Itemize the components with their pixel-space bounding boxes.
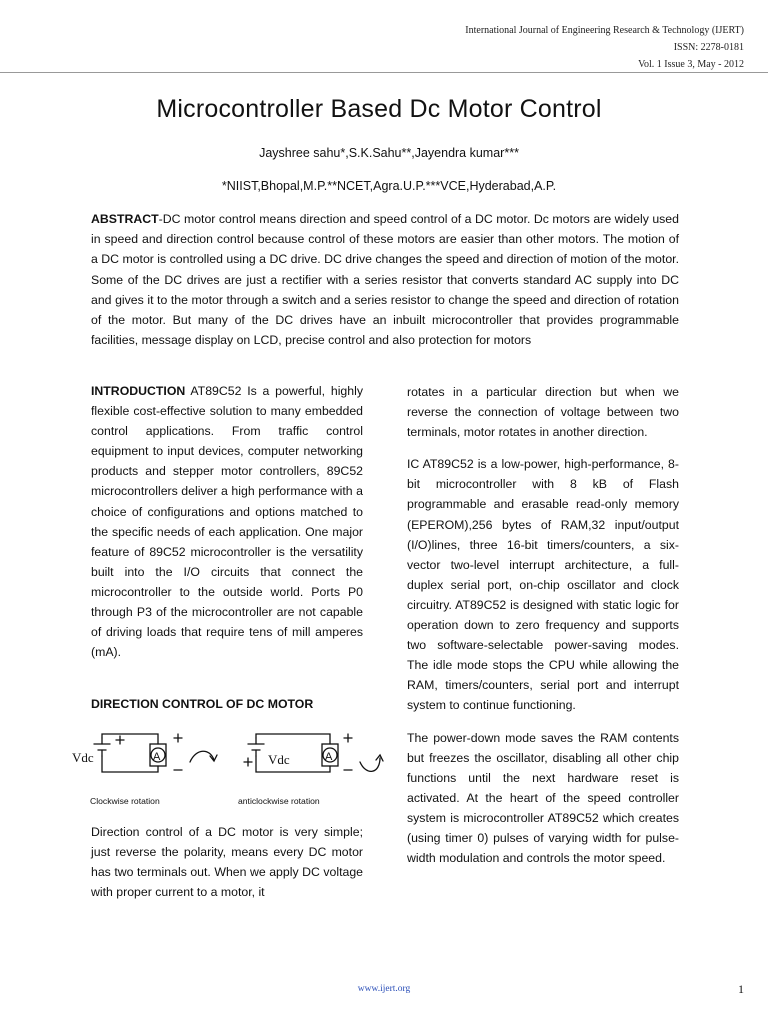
right-plus-sign [244,758,252,766]
right-motor-plus-sign [344,734,352,742]
anticlockwise-arrow-icon [360,758,380,771]
right-paragraph-3: The power-down mode saves the RAM contents but freezes the oscillator, disabling all other chip functions until the next hardware reset is activated. At the heart of the speed controller system is microcontroller AT89C52 which creates (using timer 0) pulses of varying width for pulse-width modulation and controls the motor speed. [407,730,679,866]
journal-website-link[interactable]: www.ijert.org [357,984,411,994]
left-vdc-label: Vdc [72,750,94,765]
right-column [407,382,679,868]
caption-clockwise: Clockwise rotation [90,796,160,806]
direction-control-body [91,822,363,902]
direction-control-text: Direction control of a DC motor is very simple; just reverse the polarity, means every DC motor has two terminals out. When we apply DC voltage with proper current to a motor, it [91,825,363,900]
right-circuit-top-wire [256,734,330,744]
right-motor-label: A [325,751,333,763]
introduction-column [91,381,363,662]
right-paragraph-1: rotates in a particular direction but when we reverse the connection of voltage between two terminals, motor rotates in another direction. [407,385,679,440]
journal-issn: ISSN: 2278-0181 [673,42,744,53]
header-rule [0,72,768,73]
paper-title: Microcontroller Based Dc Motor Control [156,95,602,123]
journal-header [465,22,744,73]
caption-anticlockwise: anticlockwise rotation [238,796,320,806]
right-vdc-label: Vdc [268,752,290,767]
abstract-text: -DC motor control means direction and speed control of a DC motor. Dc motors are widely used in speed and direction control because control of these motors are easier than other motors. The motion of a DC motor is controlled using a DC drive. DC drive changes the speed and direction of motion of the motor. Some of the DC drives are just a rectifier with a series resistor that converts standard AC supply into DC and gives it to the motor through a switch and a series resistor to change the speed and direction of rotation of the motor. But many of the DC drives have an inbuilt microcontroller that provides programmable facilities, message display on LCD, precise control and also protection for motors [91,212,679,348]
introduction-text: AT89C52 Is a powerful, highly flexible cost-effective solution to many embedded control applications. From traffic control equipment to input devices, computer networking products and stepper motor controllers, 89C52 microcontrollers deliver a high performance with a choice of configurations and options matched to the specific needs of each application. One major feature of 89C52 microcontroller is the versatility built into the I/O circuits that connect the microcontroller to the outside world. Ports P0 through P3 of the microcontroller are not capable of driving loads that require tens of mill amperes (mA). [91,384,363,660]
left-circuit-top-wire [102,734,158,744]
direction-control-diagram [64,718,384,790]
left-plus-sign [116,736,124,744]
paper-affiliations: *NIIST,Bhopal,M.P.**NCET,Agra.U.P.***VCE,Hyderabad,A.P. [221,179,557,193]
introduction-label: INTRODUCTION [91,384,186,398]
left-motor-label: A [153,751,161,763]
page-number: 1 [738,982,744,996]
right-paragraph-2: IC AT89C52 is a low-power, high-performance, 8-bit microcontroller with 8 kB of Flash programmable and erasable read-only memory (EPEROM),256 bytes of RAM,32 input/output (I/O)lines, three 16-bit timers/counters, a six-vector two-level interrupt architecture, a full-duplex serial port, on-chip oscillator and clock circuitry. AT89C52 is designed with static logic for operation down to zero frequency and supports two software-selectable power-saving modes. The idle mode stops the CPU while allowing the RAM, timers/counters, serial port and interrupt system to continue functioning. [407,457,679,713]
journal-name: International Journal of Engineering Research & Technology (IJERT) [465,25,744,36]
direction-control-heading: DIRECTION CONTROL OF DC MOTOR [91,697,314,711]
abstract-label: ABSTRACT [91,212,159,226]
paper-authors: Jayshree sahu*,S.K.Sahu**,Jayendra kumar*** [259,146,519,160]
abstract [91,209,679,350]
left-motor-plus-sign [174,734,182,742]
journal-volume: Vol. 1 Issue 3, May - 2012 [638,59,744,70]
